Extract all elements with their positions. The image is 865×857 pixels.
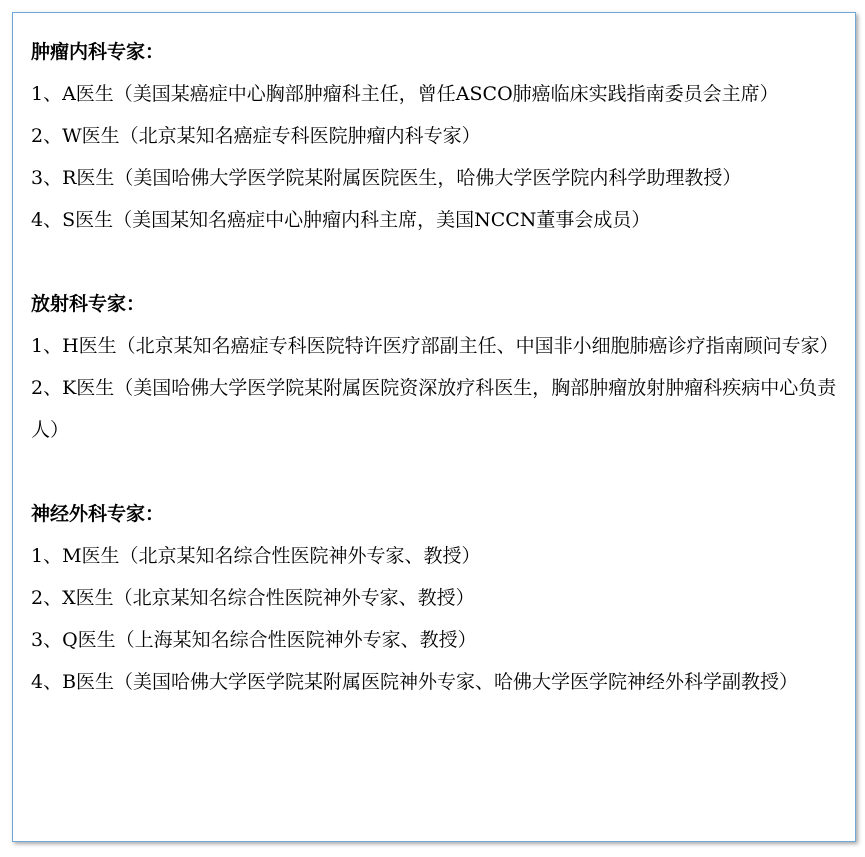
section-title: 神经外科专家：	[31, 503, 165, 525]
section-oncology	[31, 31, 837, 241]
list-item: 3、Q医生（上海某知名综合性医院神外专家、教授）	[31, 629, 477, 651]
section-neurosurgery	[31, 493, 837, 703]
section-radiology	[31, 283, 837, 451]
section-spacer	[31, 241, 837, 283]
list-item: 4、B医生（美国哈佛大学医学院某附属医院神外专家、哈佛大学医学院神经外科学副教授）	[31, 671, 799, 693]
list-item: 2、W医生（北京某知名癌症专科医院肿瘤内科专家）	[31, 125, 481, 147]
list-item: 2、K医生（美国哈佛大学医学院某附属医院资深放疗科医生，胸部肿瘤放射肿瘤科疾病中心负责人）	[31, 377, 837, 441]
section-title: 放射科专家：	[31, 293, 146, 315]
list-item: 1、M医生（北京某知名综合性医院神外专家、教授）	[31, 545, 481, 567]
section-spacer	[31, 451, 837, 493]
list-item: 1、H医生（北京某知名癌症专科医院特许医疗部副主任、中国非小细胞肺癌诊疗指南顾问专家）	[31, 335, 839, 357]
list-item: 3、R医生（美国哈佛大学医学院某附属医院医生，哈佛大学医学院内科学助理教授）	[31, 167, 742, 189]
expert-list-card	[12, 12, 856, 842]
list-item: 1、A医生（美国某癌症中心胸部肿瘤科主任，曾任ASCO肺癌临床实践指南委员会主席）	[31, 83, 779, 105]
list-item: 4、S医生（美国某知名癌症中心肿瘤内科主席，美国NCCN董事会成员）	[31, 209, 651, 231]
list-item: 2、X医生（北京某知名综合性医院神外专家、教授）	[31, 587, 475, 609]
section-title: 肿瘤内科专家：	[31, 41, 165, 63]
